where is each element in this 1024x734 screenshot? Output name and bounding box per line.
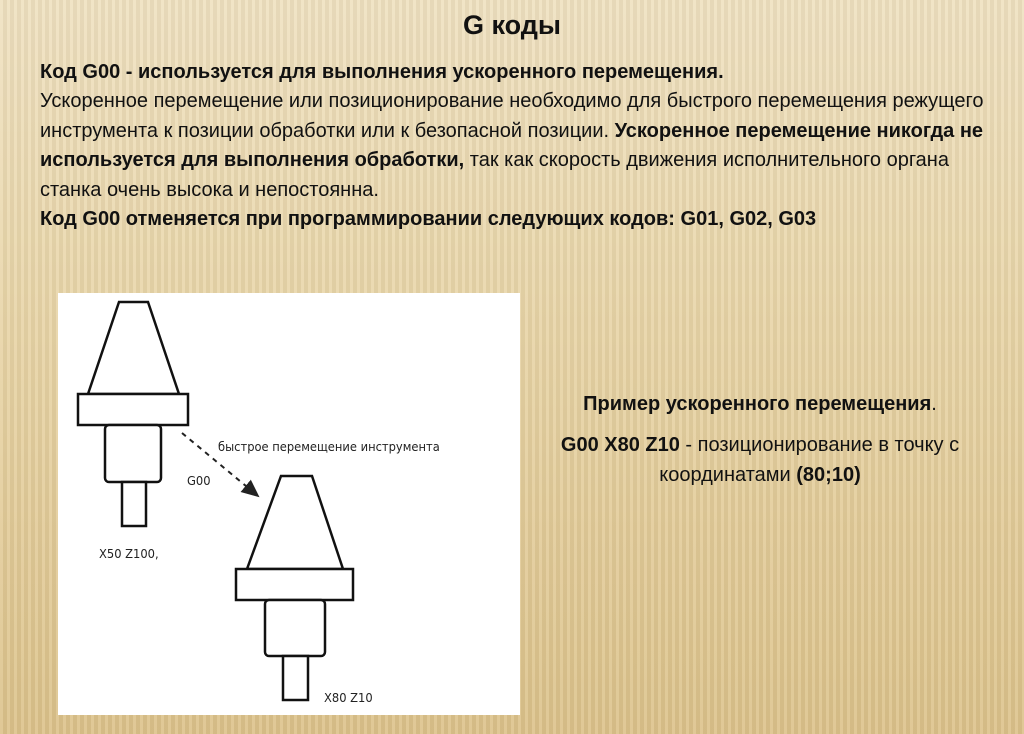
tool-start-position: [78, 302, 188, 526]
tool-start-cone: [88, 302, 179, 394]
diagram-drawing: [58, 293, 520, 715]
example-coords: (80;10): [796, 464, 861, 486]
paragraph-g00-definition: Код G00 - используется для выполнения ускоренного перемещения.: [40, 61, 724, 83]
move-label: быстрое перемещение инструмента: [218, 439, 440, 454]
start-coords-label: X50 Z100,: [99, 546, 159, 561]
example-heading-text: Пример ускоренного перемещения: [583, 393, 932, 415]
example-heading: [520, 389, 1000, 419]
g00-label: G00: [187, 473, 211, 488]
tool-end-position: [236, 476, 353, 700]
tool-end-tip: [283, 656, 308, 700]
rapid-move-diagram: [58, 293, 520, 715]
description-bold-text: Ускоренное перемещение никогда не используется для выполнения обработки,: [40, 119, 984, 172]
tool-end-cone: [247, 476, 343, 569]
tool-start-body: [105, 425, 161, 482]
paragraph-g00-cancel: Код G00 отменяется при программировании следующих кодов: G01, G02, G03: [40, 208, 817, 231]
end-coords-label: X80 Z10: [324, 690, 373, 705]
example-description-text: - позиционирование в точку с координатами: [659, 434, 960, 486]
paragraph-g00-description: [40, 87, 1000, 205]
example-code: G00 X80 Z10: [560, 434, 680, 456]
example-description: [520, 430, 1000, 490]
main-text: [40, 58, 1000, 234]
tool-start-tip: [122, 482, 146, 526]
description-tail-text: так как скорость движения исполнительного органа станка очень высока и непостоянна.: [40, 149, 949, 201]
example-heading-period: .: [931, 393, 937, 415]
tool-end-flange: [236, 569, 353, 600]
tool-end-body: [265, 600, 325, 656]
tool-start-flange: [78, 394, 188, 425]
slide-title: G коды: [463, 10, 561, 40]
description-text: Ускоренное перемещение или позиционирование необходимо для быстрого перемещения режущего инструмента к позиции обработки или к безопасной позиции.: [40, 90, 984, 142]
